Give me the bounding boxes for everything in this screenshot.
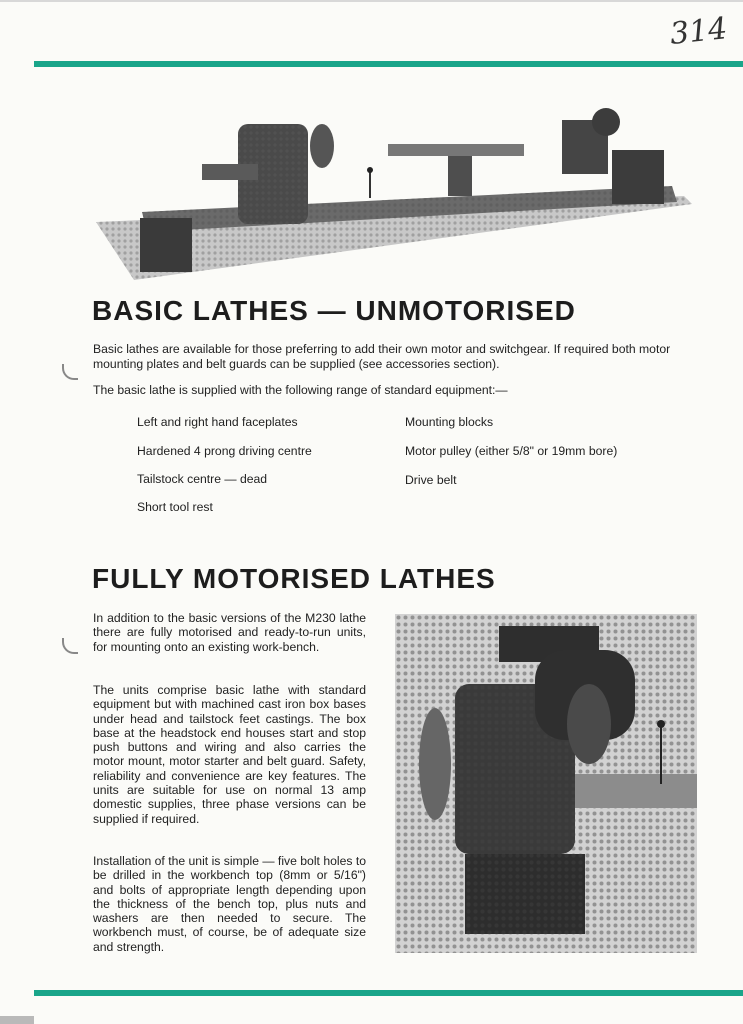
page-top-edge (0, 0, 743, 2)
lathe-photo (92, 100, 694, 286)
heading-fully-motorised: FULLY MOTORISED LATHES (92, 563, 496, 594)
equipment-item: Short tool rest (137, 500, 213, 514)
basic-paragraph-1: Basic lathes are available for those preferring to add their own motor and switchgear. If required both motor mounting plates and belt guards can be supplied (see accessories section). (93, 342, 671, 371)
punch-hole-mark (62, 638, 78, 654)
equipment-item: Drive belt (405, 473, 457, 487)
top-teal-rule (34, 61, 743, 67)
motorised-headstock-photo (395, 614, 697, 953)
scan-corner-mark (0, 1016, 34, 1024)
equipment-item: Tailstock centre — dead (137, 472, 268, 486)
basic-paragraph-2: The basic lathe is supplied with the following range of standard equipment:— (93, 383, 508, 397)
handwritten-page-number: 314 (668, 11, 729, 52)
bottom-teal-rule (34, 990, 743, 996)
motorised-paragraph-3: Installation of the unit is simple — five bolt holes to be drilled in the workbench top (8mm or 5/16") and bolts of appropriate length depending upon the thickness of the bench top, plus nuts and washers are then needed to secure. The workbench must, of course, be of adequate size and strength. (93, 854, 367, 954)
equipment-item: Hardened 4 prong driving centre (137, 444, 312, 458)
heading-basic-lathes: BASIC LATHES — UNMOTORISED (92, 295, 576, 326)
punch-hole-mark (62, 364, 78, 380)
equipment-item: Left and right hand faceplates (137, 415, 298, 429)
equipment-item: Mounting blocks (405, 415, 494, 429)
equipment-item: Motor pulley (either 5/8" or 19mm bore) (405, 444, 618, 458)
motorised-paragraph-2: The units comprise basic lathe with standard equipment but with machined cast iron box bases under head and tailstock feet castings. The box base at the headstock end houses start and stop push buttons and wiring and also carries the motor mount, motor starter and belt guard. Safety, reliability and convenience are key features. The units are suitable for use on normal 13 amp domestic supplies, three phase versions can be supplied if required. (93, 683, 366, 826)
motorised-paragraph-1: In addition to the basic versions of the M230 lathe there are fully motorised and ready-to-run units, for mounting onto an existing work-bench. (93, 611, 366, 654)
